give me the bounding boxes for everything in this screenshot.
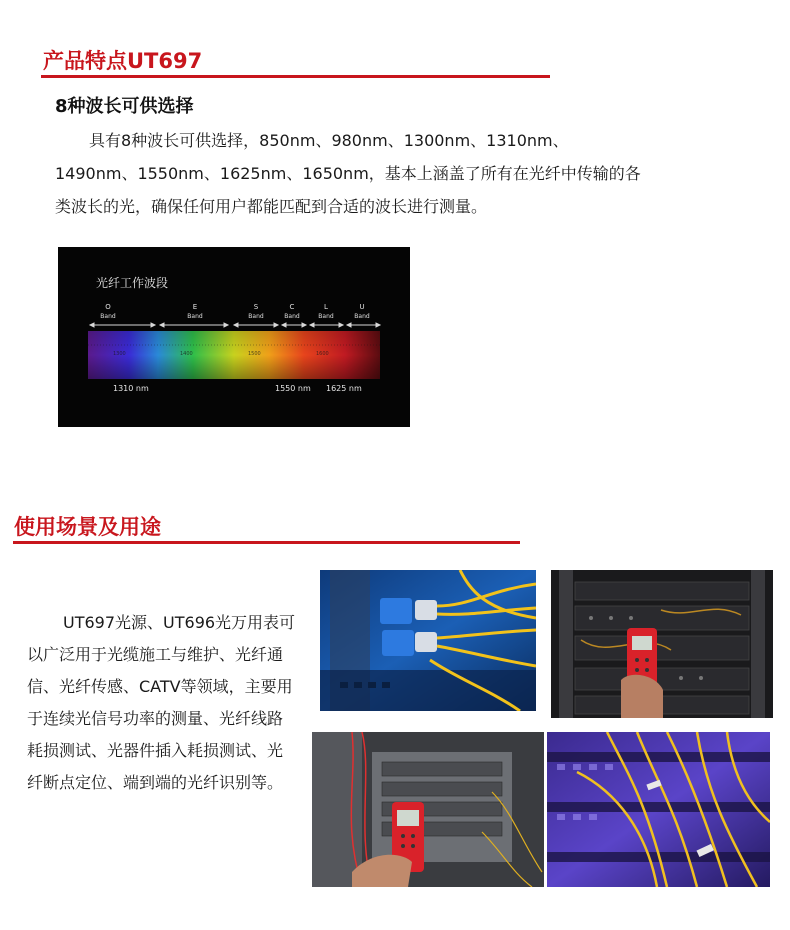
usage-paragraph [27,607,297,799]
band-letter-u: U [359,303,365,311]
marker-1310: 1310 nm [113,384,149,393]
band-word-o: Band [100,313,116,320]
band-word-c: Band [284,313,300,320]
band-word-e: Band [187,313,203,320]
features-title: 产品特点UT697 [43,49,203,73]
features-paragraph [55,124,645,223]
scale-label-1300: 1300 [113,351,126,357]
spectrum-title: 光纤工作波段 [96,276,169,290]
features-paragraph-text: 具有8种波长可供选择，850nm、980nm、1300nm、1310nm、1490nm、1550nm、1625nm、1650nm，基本上涵盖了所有在光纤中传输的各类波长的光，确保任何用户都能匹配到合适的波长进行测量。 [55,131,641,216]
band-range-arrows [90,323,380,327]
band-letter-o: O [105,303,111,311]
photo-meter-in-rack [551,570,773,718]
photo-technician-testing [312,732,544,887]
usage-paragraph-text: UT697光源、UT696光万用表可以广泛用于光缆施工与维护、光纤通信、光纤传感、CATV等领域，主要用于连续光信号功率的测量、光纤线路耗损测试、光器件插入耗损测试、光纤断点定位、端到端的光纤识别等。 [27,613,296,792]
features-subtitle: 8种波长可供选择 [55,96,194,117]
marker-1550: 1550 nm [275,384,311,393]
usage-title-rule [13,541,520,544]
band-letter-e: E [192,303,198,311]
band-letter-c: C [289,303,295,311]
band-letter-l: L [324,303,328,311]
usage-title: 使用场景及用途 [14,515,161,539]
scale-label-1600: 1600 [316,351,329,357]
photo-fiber-patch-panel [547,732,770,887]
band-word-l: Band [318,313,334,320]
scale-label-1400: 1400 [180,351,193,357]
fiber-band-spectrum-image [58,247,410,427]
band-letter-s: S [253,303,259,311]
scale-label-1500: 1500 [248,351,261,357]
photo-fiber-connectors [320,570,536,711]
marker-1625: 1625 nm [326,384,362,393]
features-title-rule [41,75,550,78]
band-word-u: Band [354,313,370,320]
band-word-s: Band [248,313,264,320]
